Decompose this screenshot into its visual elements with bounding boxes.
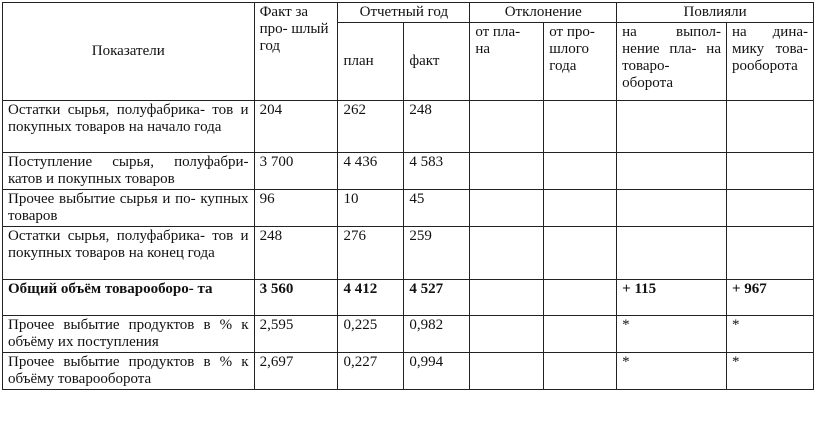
- cell-infl-dyn: *: [726, 353, 813, 390]
- cell-prev: 2,595: [254, 316, 338, 353]
- cell-dev-prev: [544, 316, 617, 353]
- table-row: [3, 190, 814, 227]
- cell-infl-dyn: [726, 190, 813, 227]
- table-row: [3, 101, 814, 153]
- cell-infl-plan: [617, 190, 727, 227]
- header-fact-prev-year: Факт за про- шлый год: [254, 3, 338, 101]
- row-label: Прочее выбытие продуктов в % к объёму их поступления: [3, 316, 255, 353]
- cell-dev-plan: [470, 101, 544, 153]
- cell-dev-plan: [470, 153, 544, 190]
- cell-plan: 0,225: [338, 316, 404, 353]
- cell-plan: 4 436: [338, 153, 404, 190]
- cell-dev-plan: [470, 353, 544, 390]
- cell-infl-dyn: [726, 101, 813, 153]
- cell-prev: 2,697: [254, 353, 338, 390]
- table-row: [3, 316, 814, 353]
- header-indicators: Показатели: [3, 3, 255, 101]
- cell-dev-plan: [470, 316, 544, 353]
- cell-fact: 45: [404, 190, 470, 227]
- cell-prev: 96: [254, 190, 338, 227]
- row-label: Поступление сырья, полуфабри- катов и покупных товаров: [3, 153, 255, 190]
- header-dev-plan: от пла- на: [470, 23, 544, 101]
- cell-fact: 0,994: [404, 353, 470, 390]
- row-label: Прочее выбытие продуктов в % к объёму товарооборота: [3, 353, 255, 390]
- cell-infl-plan: *: [617, 353, 727, 390]
- header-infl-dyn: на дина- мику това- рооборота: [726, 23, 813, 101]
- header-deviation: Отклонение: [470, 3, 617, 23]
- cell-prev: 248: [254, 227, 338, 280]
- cell-fact: 259: [404, 227, 470, 280]
- cell-infl-plan: *: [617, 316, 727, 353]
- cell-dev-plan: [470, 280, 544, 316]
- cell-plan: 276: [338, 227, 404, 280]
- cell-infl-dyn: [726, 153, 813, 190]
- cell-infl-plan: + 115: [617, 280, 727, 316]
- cell-fact: 248: [404, 101, 470, 153]
- cell-dev-plan: [470, 227, 544, 280]
- header-report-year: Отчетный год: [338, 3, 470, 23]
- header-infl-plan: на выпол- нение пла- на товаро- оборота: [617, 23, 727, 101]
- cell-prev: 3 700: [254, 153, 338, 190]
- cell-plan: 262: [338, 101, 404, 153]
- cell-dev-prev: [544, 153, 617, 190]
- cell-fact: 4 527: [404, 280, 470, 316]
- cell-dev-plan: [470, 190, 544, 227]
- table-row: [3, 153, 814, 190]
- cell-dev-prev: [544, 227, 617, 280]
- cell-dev-prev: [544, 190, 617, 227]
- cell-dev-prev: [544, 101, 617, 153]
- table-row-total: [3, 280, 814, 316]
- cell-dev-prev: [544, 280, 617, 316]
- cell-plan: 4 412: [338, 280, 404, 316]
- cell-fact: 0,982: [404, 316, 470, 353]
- cell-plan: 10: [338, 190, 404, 227]
- cell-prev: 3 560: [254, 280, 338, 316]
- cell-infl-dyn: + 967: [726, 280, 813, 316]
- header-fact: факт: [404, 23, 470, 101]
- row-label: Прочее выбытие сырья и по- купных товаров: [3, 190, 255, 227]
- cell-infl-dyn: *: [726, 316, 813, 353]
- table-row: [3, 227, 814, 280]
- header-plan: план: [338, 23, 404, 101]
- row-label: Общий объём товарооборо- та: [3, 280, 255, 316]
- turnover-table: [2, 2, 814, 390]
- table-row: [3, 353, 814, 390]
- header-row-1: [3, 3, 814, 23]
- cell-fact: 4 583: [404, 153, 470, 190]
- cell-infl-plan: [617, 227, 727, 280]
- header-influenced: Повлияли: [617, 3, 814, 23]
- row-label: Остатки сырья, полуфабрика- тов и покупных товаров на начало года: [3, 101, 255, 153]
- cell-plan: 0,227: [338, 353, 404, 390]
- row-label: Остатки сырья, полуфабрика- тов и покупных товаров на конец года: [3, 227, 255, 280]
- cell-infl-plan: [617, 101, 727, 153]
- header-dev-prev: от про- шлого года: [544, 23, 617, 101]
- cell-infl-dyn: [726, 227, 813, 280]
- cell-infl-plan: [617, 153, 727, 190]
- cell-dev-prev: [544, 353, 617, 390]
- cell-prev: 204: [254, 101, 338, 153]
